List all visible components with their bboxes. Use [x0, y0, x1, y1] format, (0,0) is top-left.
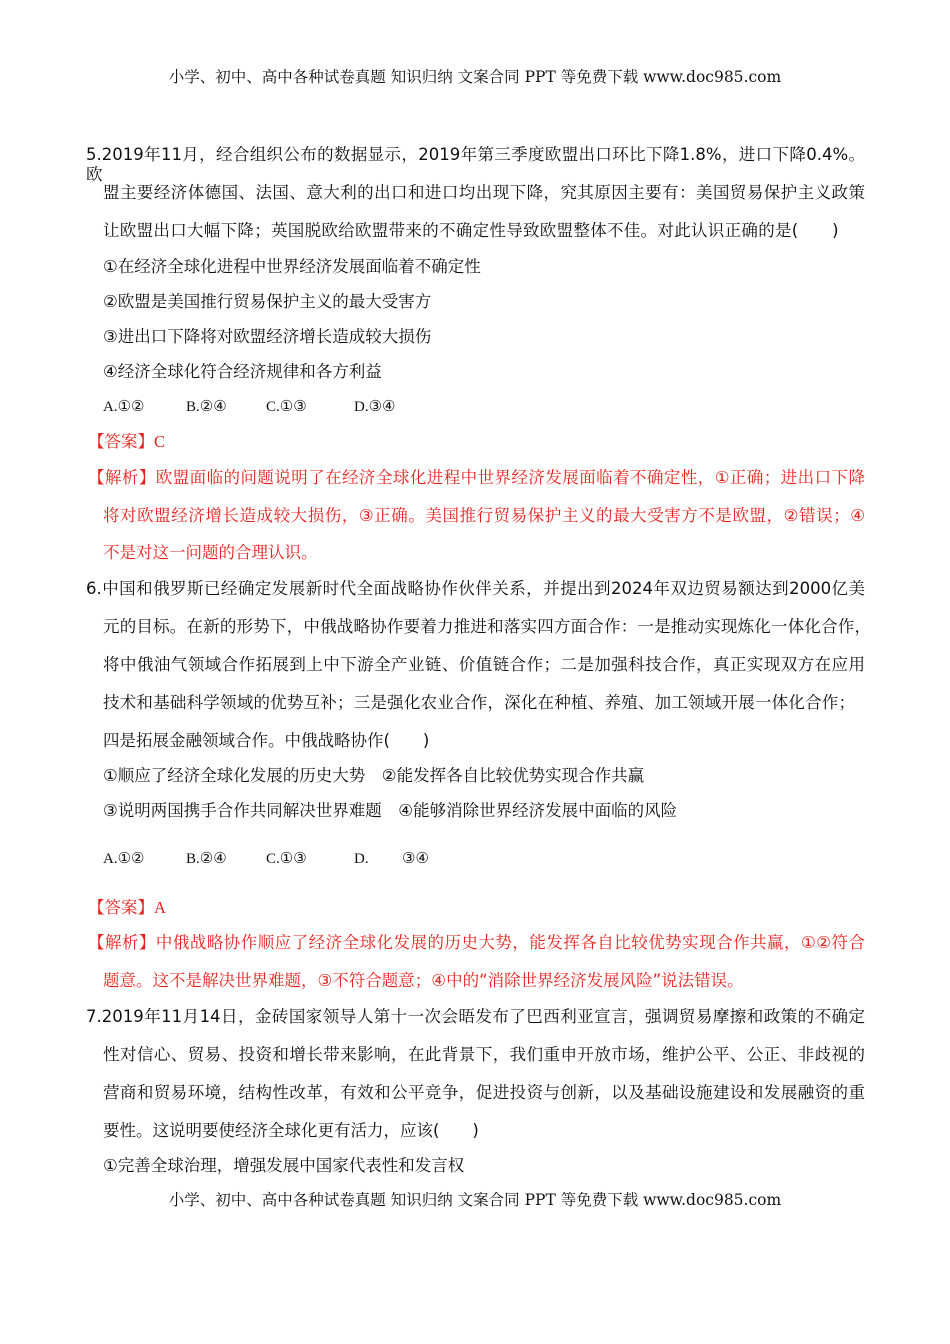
analysis-text: 【解析】欧盟面临的问题说明了在经济全球化进程中世界经济发展面临着不确定性，①正确；进出口下降 [88, 468, 865, 487]
statement-option: ③说明两国携手合作共同解决世界难题 ④能够消除世界经济发展中面临的风险 [103, 801, 678, 820]
statement-option: ④经济全球化符合经济规律和各方利益 [103, 362, 382, 381]
choice-c: C.①③ [266, 399, 307, 415]
choice-c: C.①③ [266, 851, 307, 867]
statement-option: ①在经济全球化进程中世界经济发展面临着不确定性 [103, 257, 481, 276]
answer-label: 【答案】 [88, 898, 154, 917]
question-text: 要性。这说明要使经济全球化更有活力，应该( ) [103, 1121, 479, 1140]
question-text: 盟主要经济体德国、法国、意大利的出口和进口均出现下降，究其原因主要有：美国贸易保护主义政策 [103, 183, 865, 202]
choice-d: D. [354, 851, 369, 867]
question-text: 技术和基础科学领域的优势互补；三是强化农业合作，深化在种植、养殖、加工领域开展一体化合作； [103, 693, 855, 712]
choice-b: B.②④ [186, 851, 227, 867]
answer-value: C [154, 432, 166, 451]
analysis-text: 【解析】中俄战略协作顺应了经济全球化发展的历史大势，能发挥各自比较优势实现合作共赢，①②符合 [88, 933, 865, 952]
page-header: 小学、初中、高中各种试卷真题 知识归纳 文案合同 PPT 等免费下载 www.doc985.com [168, 68, 782, 86]
statement-option: ②欧盟是美国推行贸易保护主义的最大受害方 [103, 292, 432, 311]
choice-d: D.③④ [354, 399, 396, 415]
analysis-text: 题意。这不是解决世界难题，③不符合题意；④中的“消除世界经济发展风险”说法错误。 [103, 971, 744, 990]
statement-option: ③进出口下降将对欧盟经济增长造成较大损伤 [103, 327, 432, 346]
question-text: 元的目标。在新的形势下，中俄战略协作要着力推进和落实四方面合作：一是推动实现炼化一体化合作， [103, 617, 871, 636]
question-text: 四是拓展金融领域合作。中俄战略协作( ) [103, 731, 430, 750]
answer [88, 898, 166, 918]
question-text: 让欧盟出口大幅下降；英国脱欧给欧盟带来的不确定性导致欧盟整体不佳。对此认识正确的是( ) [103, 221, 839, 240]
choice-a: A.①② [103, 399, 145, 415]
analysis-text: 不是对这一问题的合理认识。 [103, 543, 318, 562]
question-text: 将中俄油气领域合作拓展到上中下游全产业链、价值链合作；二是加强科技合作，真正实现双方在应用 [103, 655, 865, 674]
choice-a: A.①② [103, 851, 145, 867]
statement-option: ①完善全球治理，增强发展中国家代表性和发言权 [103, 1156, 465, 1175]
question-text: 6.中国和俄罗斯已经确定发展新时代全面战略协作伙伴关系，并提出到2024年双边贸易额达到2000亿美 [86, 579, 865, 598]
question-text: 性对信心、贸易、投资和增长带来影响，在此背景下，我们重申开放市场，维护公平、公正、非歧视的 [103, 1045, 865, 1064]
answer-label: 【答案】 [88, 432, 154, 451]
analysis-text: 将对欧盟经济增长造成较大损伤，③正确。美国推行贸易保护主义的最大受害方不是欧盟，②错误；④ [103, 506, 865, 525]
choice-d-value: ③④ [402, 851, 429, 867]
choice-b: B.②④ [186, 399, 227, 415]
answer-value: A [154, 898, 166, 917]
answer [88, 432, 165, 452]
question-text: 7.2019年11月14日，金砖国家领导人第十一次会晤发布了巴西利亚宣言，强调贸易摩擦和政策的不确定 [86, 1007, 865, 1026]
question-text: 5.2019年11月，经合组织公布的数据显示，2019年第三季度欧盟出口环比下降1.8%，进口下降0.4%。欧 [86, 145, 865, 184]
page-footer: 小学、初中、高中各种试卷真题 知识归纳 文案合同 PPT 等免费下载 www.doc985.com [168, 1191, 782, 1209]
question-text: 营商和贸易环境，结构性改革，有效和公平竞争，促进投资与创新，以及基础设施建设和发展融资的重 [103, 1083, 865, 1102]
statement-option: ①顺应了经济全球化发展的历史大势 ②能发挥各自比较优势实现合作共赢 [103, 766, 645, 785]
